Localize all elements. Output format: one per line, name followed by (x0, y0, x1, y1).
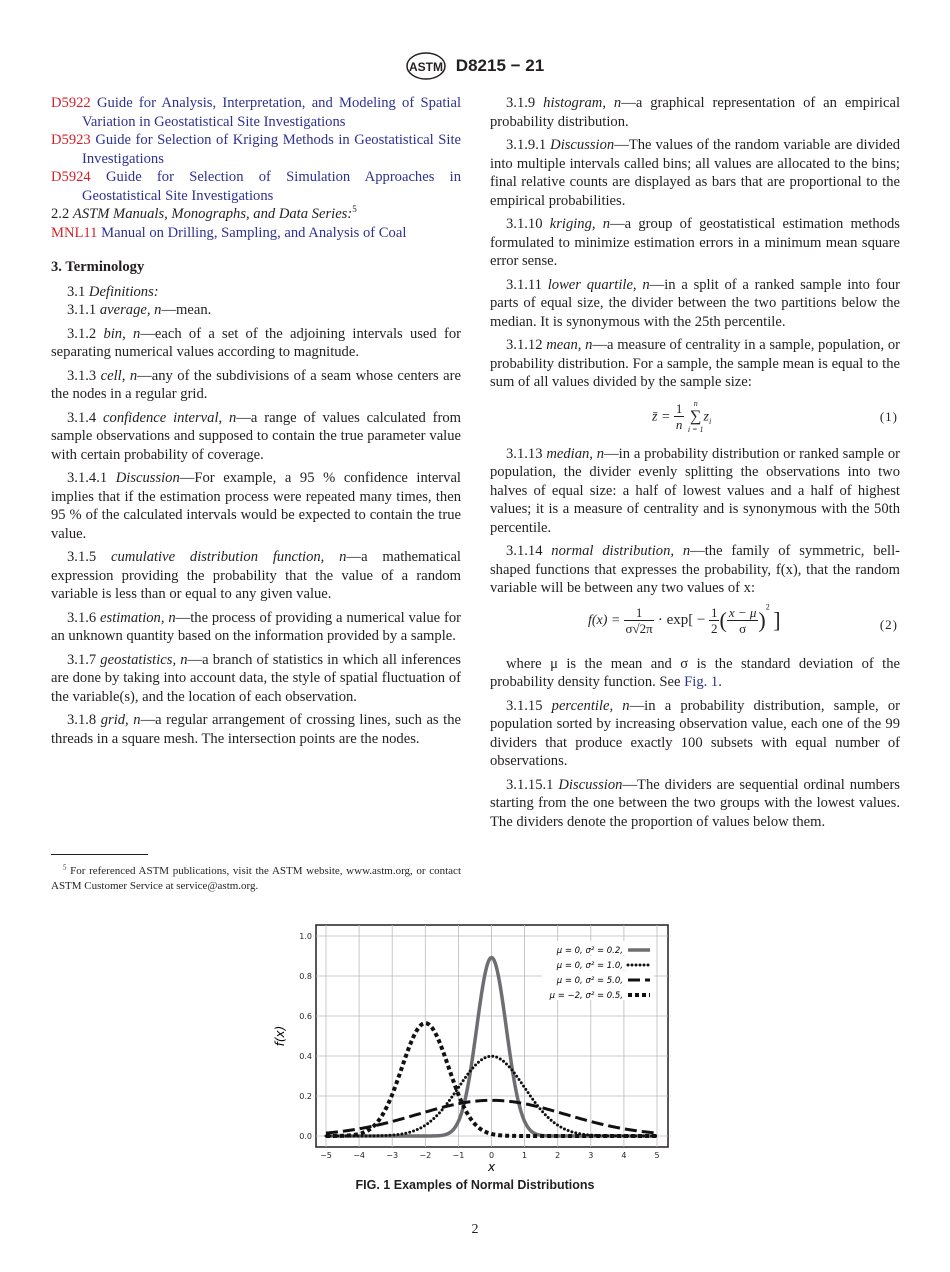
definition-number: 3.1.14 (506, 543, 543, 559)
definition-body: —in a split of a ranked sample into four parts of equal size, the divider between the two partitions below the median. It is synonymous with the 25th percentile. (490, 276, 900, 330)
sum-symbol: ∑ (690, 407, 702, 425)
manuals-title: ASTM Manuals, Monographs, and Data Series: (72, 206, 353, 222)
normal-distribution-chart (270, 920, 680, 1174)
paren-open: ( (719, 607, 727, 632)
section-number: 3.1 (67, 283, 86, 300)
definition-paragraph (490, 445, 900, 538)
definition-number: 3.1.12 (506, 337, 543, 353)
legend-label: μ = 0, σ² = 1.0, (556, 961, 623, 971)
definition-number: 3.1.9.1 (506, 137, 547, 153)
x-axis-label: x (487, 1160, 496, 1174)
definition-body: —mean. (161, 302, 212, 318)
y-axis-label: f(x) (273, 1025, 287, 1047)
definition-number: 3.1.4.1 (67, 470, 108, 486)
definition-term: kriging, n (549, 216, 611, 232)
definition-paragraph (51, 301, 461, 320)
paren-close: ) (758, 607, 766, 632)
definition-paragraph (51, 651, 461, 707)
equation-number: (1) (879, 408, 898, 424)
bracket-close: ] (773, 607, 781, 632)
definition-number: 3.1.11 (506, 276, 542, 293)
where-paragraph (490, 655, 900, 692)
page-header (0, 52, 950, 80)
definition-body: —The dividers are sequential ordinal numbers starting from the one between the two groups with the lowest values. The dividers denote the proportion of values below them. (490, 776, 900, 830)
definition-term: normal distribution, n (551, 543, 691, 559)
reference-d5924[interactable] (51, 168, 461, 205)
definition-number: 3.1.6 (67, 609, 97, 626)
eq-inner (727, 605, 759, 636)
manuals-heading (51, 205, 461, 224)
eq-denominator: σ√2π (625, 620, 653, 636)
definition-body: —a branch of statistics in which all inferences are done by taking into account data, the style of spatial fluctuation of the variable(s), and the location of each observation. (51, 651, 461, 705)
x-tick-label: −1 (452, 1151, 465, 1160)
eq-numerator: x − μ (728, 604, 757, 620)
eq-numerator: 1 (675, 401, 683, 416)
definition-paragraph (51, 325, 461, 362)
reference-d5923[interactable] (51, 131, 461, 168)
reference-code[interactable]: MNL11 (51, 224, 98, 241)
eq-lhs: f(x) = (588, 612, 621, 628)
definition-body: —a regular arrangement of crossing lines, such as the threads in a square mesh. The intersection points are the nodes. (51, 712, 461, 747)
reference-title[interactable]: Guide for Selection of Kriging Methods in Geostatistical Site Investigations (82, 132, 461, 167)
definition-body: —a graphical representation of an empirical probability distribution. (490, 95, 900, 130)
reference-title[interactable]: Guide for Selection of Simulation Approaches in Geostatistical Site Investigations (82, 169, 461, 204)
definition-body: —For example, a 95 % confidence interval implies that if the estimation process were repeated many times, then 95 % of the calculated intervals would be expected to contain the true value. (51, 470, 461, 542)
definitions-title: Definitions: (88, 283, 159, 300)
eq-subscript: i (708, 416, 712, 426)
definition-term: lower quartile, n (547, 276, 650, 293)
eq-lhs: z̄ = (652, 409, 671, 424)
x-tick-label: 5 (654, 1151, 660, 1160)
definition-term: average, n (99, 302, 162, 318)
eq-term: z (703, 409, 709, 424)
reference-title[interactable]: Guide for Analysis, Interpretation, and Modeling of Spatial Variation in Geostatistical Site Investigations (82, 95, 461, 130)
x-tick-label: −3 (386, 1151, 399, 1160)
y-tick-label: 0.0 (299, 1132, 312, 1141)
reference-d5922[interactable] (51, 94, 461, 131)
x-tick-label: 0 (488, 1151, 495, 1160)
y-tick-label: 0.2 (299, 1092, 312, 1101)
definition-body: —each of a set of the adjoining intervals used for separating numerical values according to magnitude. (51, 325, 461, 360)
definition-term: grid, n (100, 712, 141, 728)
figure-caption: FIG. 1 Examples of Normal Distributions (355, 1178, 595, 1192)
reference-code[interactable]: D5923 (51, 132, 91, 148)
definition-term: cell, n (100, 367, 138, 384)
definition-paragraph (490, 542, 900, 598)
definition-paragraph (51, 609, 461, 646)
astm-logo (406, 52, 446, 80)
definition-term: median, n (546, 445, 605, 462)
definition-number: 3.1.2 (67, 325, 97, 342)
where-text: where μ is the mean and σ is the standard deviation of the probability density function. See (490, 655, 900, 690)
eq-fraction (674, 401, 685, 432)
definition-number: 3.1.8 (67, 712, 97, 728)
definition-number: 3.1.15 (506, 697, 543, 714)
reference-code[interactable]: D5924 (51, 169, 91, 185)
eq-denominator: σ (739, 620, 747, 636)
equation-1 (490, 397, 900, 439)
svg-text:ASTM: ASTM (408, 60, 443, 74)
definition-paragraph (490, 697, 900, 771)
y-tick-label: 0.4 (299, 1052, 312, 1061)
equation-number: (2) (879, 616, 898, 632)
x-tick-label: −5 (320, 1151, 332, 1160)
footnote-divider (51, 854, 148, 855)
definition-number: 3.1.13 (506, 445, 543, 462)
definition-paragraph (51, 711, 461, 748)
definition-body: —a range of values calculated from sample observations and supposed to contain the true parameter value with certain probability of coverage. (51, 409, 461, 463)
definition-body: —in a probability distribution or ranked sample or population, the divider evenly splitting the observations into two halves of equal size: a half of lowest values and a half of highest values; it is a measure of centrality and is synonymous with the 50th percentile. (490, 445, 901, 536)
definition-paragraph (51, 409, 461, 465)
definition-paragraph (490, 94, 900, 131)
eq-power: 2 (765, 602, 770, 612)
x-tick-label: −4 (353, 1151, 365, 1160)
left-column (51, 94, 461, 894)
definition-number: 3.1.15.1 (506, 776, 554, 793)
figure-link[interactable]: Fig. 1 (684, 674, 719, 690)
definition-term: percentile, n (551, 697, 630, 714)
y-tick-label: 0.6 (299, 1012, 312, 1021)
x-tick-label: 2 (555, 1151, 561, 1160)
definition-body: —any of the subdivisions of a seam whose centers are the nodes in a regular grid. (51, 367, 461, 402)
definition-paragraph (490, 136, 900, 210)
legend-label: μ = 0, σ² = 0.2, (556, 946, 623, 956)
eq-denominator: n (675, 417, 683, 432)
section-title: 3. Terminology (51, 259, 145, 275)
definition-term: cumulative distribution function, n (111, 549, 347, 565)
definition-number: 3.1.5 (67, 549, 97, 565)
definition-paragraph (490, 215, 900, 271)
definition-term: bin, n (103, 325, 141, 342)
y-tick-label: 1.0 (299, 932, 312, 941)
footnote-text: For referenced ASTM publications, visit the ASTM website, www.astm.org, or contact ASTM Customer Service at service@astm.org. (51, 865, 461, 892)
definition-number: 3.1.4 (67, 409, 97, 426)
reference-mnl11[interactable] (51, 224, 461, 243)
section-number: 2.2 (51, 206, 70, 222)
definition-number: 3.1.9 (506, 95, 536, 111)
legend-label: μ = 0, σ² = 5.0, (556, 976, 623, 986)
definition-body: —in a probability distribution, sample, or population sorted by increasing observation value, each one of the 99 dividers that produce exactly 100 subsets with equal number of observations. (490, 697, 900, 769)
definition-body: —the process of providing a numerical value for an unknown quantity based on the information provided by a sample. (51, 609, 461, 644)
definition-body: —a measure of centrality in a sample, population, or probability distribution. For a sample, the sample mean is equal to the sum of all values divided by the sample size: (490, 337, 900, 390)
reference-title[interactable]: Manual on Drilling, Sampling, and Analysis of Coal (101, 224, 407, 241)
definition-body: —a group of geostatistical estimation methods formulated to minimize estimation errors in a minimum mean square error sense. (490, 216, 900, 269)
definition-number: 3.1.1 (67, 302, 97, 318)
sum-upper: n (693, 398, 698, 408)
definition-body: —the family of symmetric, bell-shaped functions that expresses the probability, f(x), that the random variable will be between any two values of x: (490, 543, 900, 596)
definition-paragraph (51, 548, 461, 604)
page-number: 2 (471, 1222, 479, 1237)
eq-half (709, 605, 720, 636)
definition-number: 3.1.3 (67, 367, 97, 384)
definition-body: —a mathematical expression providing the probability that the value of a random variable is less than or equal to any given value. (51, 549, 461, 602)
reference-code[interactable]: D5922 (51, 95, 91, 111)
eq-exp: · exp[ − (657, 611, 706, 628)
definition-term: mean, n (546, 337, 593, 353)
definition-paragraph (490, 276, 900, 332)
footnote (51, 864, 461, 894)
footnote-ref: 5 (352, 204, 357, 215)
definition-number: 3.1.10 (506, 216, 543, 232)
document-designation: D8215 − 21 (455, 56, 545, 75)
definition-paragraph (490, 776, 900, 832)
eq-fraction (624, 605, 655, 636)
eq-denominator: 2 (710, 620, 718, 636)
period: . (718, 674, 722, 690)
footnote-mark: 5 (63, 863, 67, 872)
x-tick-label: −2 (419, 1151, 432, 1160)
definition-term: estimation, n (100, 609, 176, 626)
right-column (490, 94, 900, 836)
definition-paragraph (490, 336, 900, 392)
definition-paragraph (51, 469, 461, 543)
definition-term: Discussion (550, 137, 615, 153)
equation-2 (490, 603, 900, 649)
definition-term: geostatistics, n (100, 651, 188, 668)
sum-lower: i = 1 (687, 424, 704, 434)
legend-label: μ = −2, σ² = 0.5, (549, 991, 623, 1001)
y-tick-label: 0.8 (299, 972, 312, 981)
x-tick-label: 3 (588, 1151, 594, 1160)
definition-number: 3.1.7 (67, 651, 97, 668)
footnote-area (51, 840, 461, 894)
definition-term: Discussion (558, 776, 623, 793)
x-tick-label: 1 (522, 1151, 528, 1160)
definition-paragraph (51, 367, 461, 404)
x-tick-label: 4 (621, 1151, 627, 1160)
definition-term: histogram, n (543, 95, 622, 111)
eq-sum (688, 399, 704, 435)
eq-numerator: 1 (624, 605, 655, 621)
definitions-heading (51, 283, 461, 302)
eq-numerator: 1 (710, 604, 718, 620)
definition-term: Discussion (115, 470, 180, 486)
definition-term: confidence interval, n (103, 409, 237, 426)
definition-body: —The values of the random variable are divided into multiple intervals called bins; all values are allocated to the bins; final relative counts are displayed as bars that are proportional to the empirical probabilities. (490, 137, 900, 209)
